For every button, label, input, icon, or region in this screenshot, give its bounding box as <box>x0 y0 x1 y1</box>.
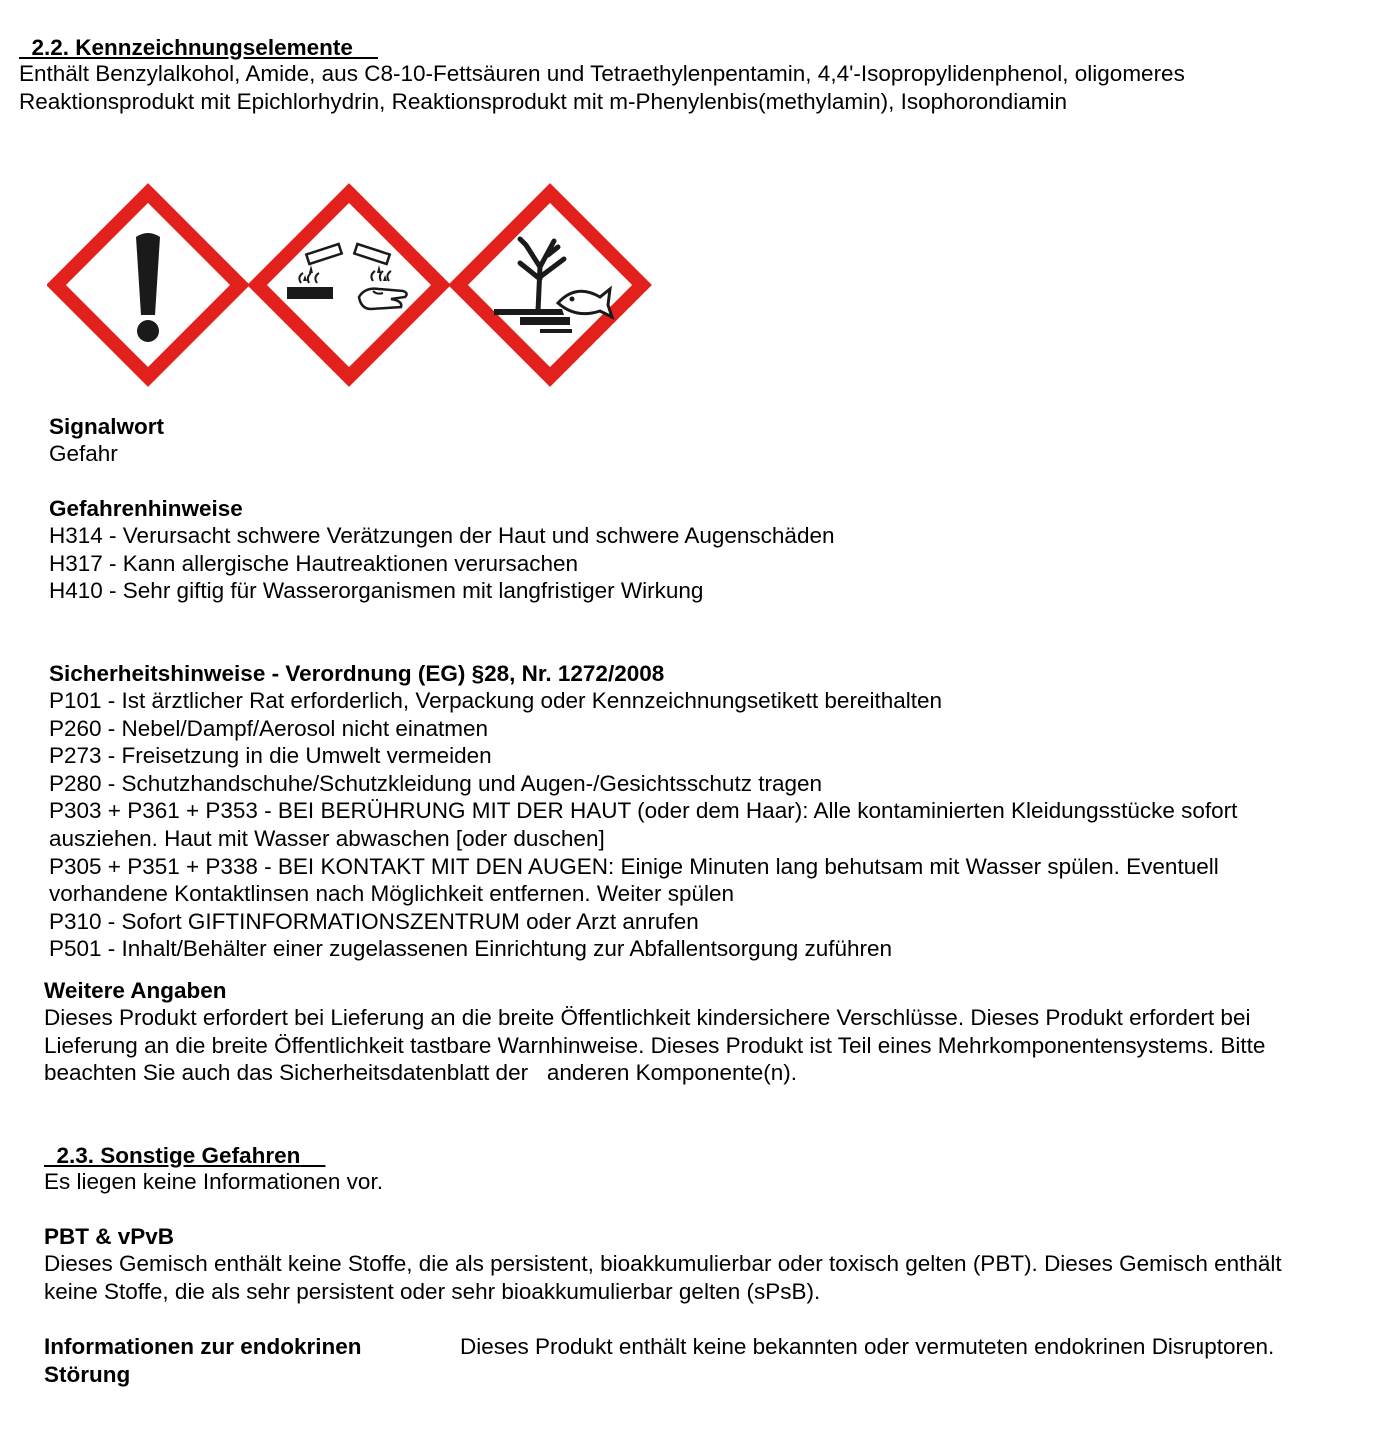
further-info-line: beachten Sie auch das Sicherheitsdatenblatt der anderen Komponente(n). <box>44 1060 798 1086</box>
hazard-statement-h314: H314 - Verursacht schwere Verätzungen der Haut und schwere Augenschäden <box>49 523 835 548</box>
pbt-text <box>44 1250 1282 1305</box>
contains-text-line-2: Reaktionsprodukt mit Epichlorhydrin, Reaktionsprodukt mit m-Phenylenbis(methylamin), Isophorondiamin <box>19 89 1067 114</box>
precautionary-line: P280 - Schutzhandschuhe/Schutzkleidung und Augen-/Gesichtsschutz tragen <box>49 770 822 796</box>
further-info-label: Weitere Angaben <box>44 978 227 1003</box>
section-heading-2-2: 2.2. Kennzeichnungselemente <box>31 34 353 60</box>
pbt-line: Dieses Gemisch enthält keine Stoffe, die als persistent, bioakkumulierbar oder toxisch gelten (PBT). Dieses Gemisch enthält <box>44 1251 1282 1276</box>
precautionary-line: P273 - Freisetzung in die Umwelt vermeiden <box>49 743 492 769</box>
pbt-label: PBT & vPvB <box>44 1224 175 1249</box>
hazard-statement-h410: H410 - Sehr giftig für Wasserorganismen mit langfristiger Wirkung <box>49 578 704 604</box>
endocrine-text: Dieses Produkt enthält keine bekannten oder vermuteten endokrinen Disruptoren. <box>460 1334 1275 1359</box>
precautionary-line: P305 + P351 + P338 - BEI KONTAKT MIT DEN AUGEN: Einige Minuten lang behutsam mit Wasser spülen. Eventuell <box>49 853 1219 879</box>
ghs-pictograms <box>47 183 652 387</box>
further-info-text <box>44 1004 1265 1087</box>
precautionary-line: P303 + P361 + P353 - BEI BERÜHRUNG MIT DER HAUT (oder dem Haar): Alle kontaminierten Kleidungsstücke sofort <box>49 798 1238 824</box>
signal-word-label: Signalwort <box>49 414 165 439</box>
signal-word-value: Gefahr <box>49 441 118 466</box>
hazard-statements-label: Gefahrenhinweise <box>49 496 243 521</box>
section-heading-2-3: 2.3. Sonstige Gefahren <box>56 1142 301 1168</box>
precautionary-statements-list <box>49 687 1237 963</box>
precautionary-line: P101 - Ist ärztlicher Rat erforderlich, Verpackung oder Kennzeichnungsetikett bereithalten <box>49 688 943 713</box>
endocrine-label: Informationen zur endokrinen Störung <box>44 1334 362 1387</box>
precautionary-line: P501 - Inhalt/Behälter einer zugelassenen Einrichtung zur Abfallentsorgung zuführen <box>49 936 893 962</box>
hazard-statement-h317: H317 - Kann allergische Hautreaktionen verursachen <box>49 550 579 576</box>
precautionary-line: P310 - Sofort GIFTINFORMATIONSZENTRUM oder Arzt anrufen <box>49 908 699 934</box>
other-hazards-text: Es liegen keine Informationen vor. <box>44 1169 383 1194</box>
further-info-line: Dieses Produkt erfordert bei Lieferung an die breite Öffentlichkeit kindersichere Verschlüsse. Dieses Produkt erfordert bei <box>44 1005 1251 1030</box>
precautionary-line: P260 - Nebel/Dampf/Aerosol nicht einatmen <box>49 715 488 741</box>
contains-text-line-1: Enthält Benzylalkohol, Amide, aus C8-10-Fettsäuren und Tetraethylenpentamin, 4,4'-Isopropylidenphenol, oligomeres <box>19 61 1185 86</box>
exclamation-mark-icon <box>56 193 240 377</box>
precautionary-statements-label: Sicherheitshinweise - Verordnung (EG) §28, Nr. 1272/2008 <box>49 661 665 686</box>
further-info-line: Lieferung an die breite Öffentlichkeit tastbare Warnhinweise. Dieses Produkt ist Teil eines Mehrkomponentensystems. Bitte <box>44 1032 1266 1058</box>
pbt-line: keine Stoffe, die als sehr persistent oder sehr bioakkumulierbar gelten (sPsB). <box>44 1278 821 1304</box>
precautionary-line: vorhandene Kontaktlinsen nach Möglichkeit entfernen. Weiter spülen <box>49 881 735 907</box>
corrosion-icon <box>257 193 441 377</box>
precautionary-line: ausziehen. Haut mit Wasser abwaschen [oder duschen] <box>49 825 605 851</box>
environment-icon <box>458 193 642 377</box>
hazard-statements-list <box>49 522 835 605</box>
